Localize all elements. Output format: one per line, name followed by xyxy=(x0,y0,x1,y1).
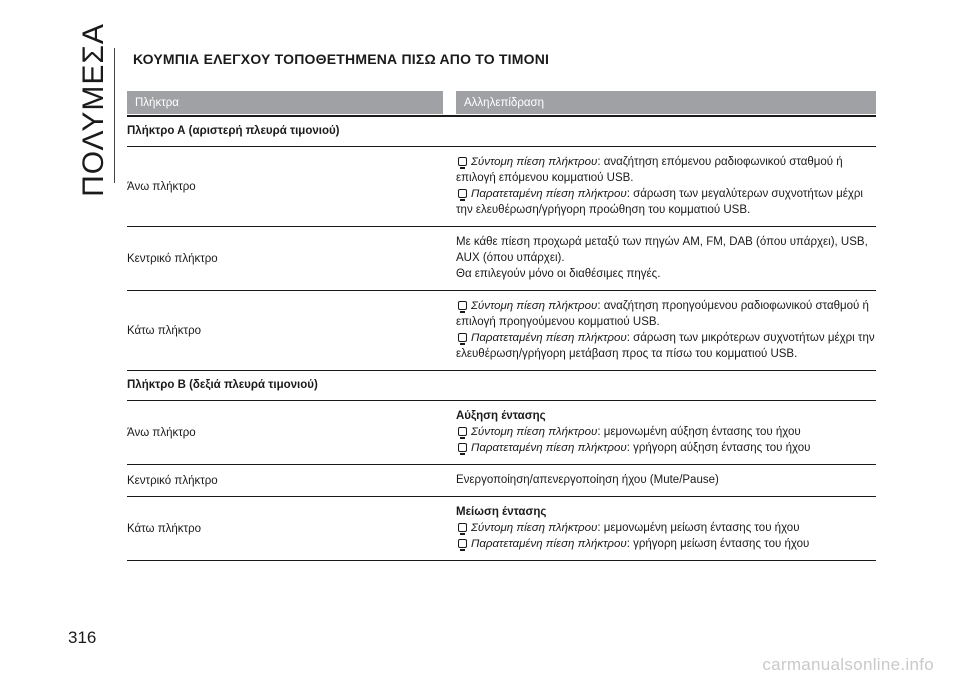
interaction-line xyxy=(456,520,876,536)
button-press-icon xyxy=(458,189,467,198)
interaction-cell xyxy=(456,147,876,226)
button-press-icon xyxy=(458,301,467,310)
interaction-text: Θα επιλεγούν μόνο οι διαθέσιμες πηγές. xyxy=(456,268,661,280)
interaction-text: Ενεργοποίηση/απενεργοποίηση ήχου (Mute/Pause) xyxy=(456,474,719,486)
controls-table xyxy=(127,91,876,561)
table-row xyxy=(127,147,876,227)
interaction-cell xyxy=(456,401,876,464)
interaction-cell xyxy=(456,227,876,290)
interaction-cell xyxy=(456,497,876,560)
button-press-icon xyxy=(458,523,467,532)
key-name: Κάτω πλήκτρο xyxy=(127,324,202,337)
key-name: Κάτω πλήκτρο xyxy=(127,522,202,535)
interaction-line xyxy=(456,186,876,218)
press-type-label: Παρατεταμένη πίεση πλήκτρου xyxy=(471,188,627,200)
interaction-text: Με κάθε πίεση προχωρά μεταξύ των πηγών AM, FM, DAB (όπου υπάρχει), USB, AUX (όπου υπάρχει). xyxy=(456,236,868,264)
table-body xyxy=(127,117,876,561)
press-action-text: : αναζήτηση επόμενου ραδιοφωνικού σταθμού ή επιλογή επόμενου κομματιού USB. xyxy=(456,156,843,184)
press-type-label: Σύντομη πίεση πλήκτρου xyxy=(471,156,598,168)
interaction-line xyxy=(456,154,876,186)
interaction-line xyxy=(456,536,876,552)
table-row xyxy=(127,497,876,561)
page-heading: ΚΟΥΜΠΙΑ ΕΛΕΓΧΟΥ ΤΟΠΟΘΕΤΗΜΕΝΑ ΠΙΣΩ ΑΠΟ ΤΟ ΤΙΜΟΝΙ xyxy=(133,51,550,67)
key-name: Άνω πλήκτρο xyxy=(127,426,196,439)
interaction-lead: Αύξηση έντασης xyxy=(456,410,546,422)
press-action-text: : σάρωση των μικρότερων συχνοτήτων μέχρι την ελευθέρωση/γρήγορη μετάβαση προς τα πίσω του κομματιού USB. xyxy=(456,332,875,360)
press-type-label: Παρατεταμένη πίεση πλήκτρου xyxy=(471,332,627,344)
press-action-text: : μεμονωμένη αύξηση έντασης του ήχου xyxy=(597,426,801,438)
press-type-label: Παρατεταμένη πίεση πλήκτρου xyxy=(471,442,627,454)
button-press-icon xyxy=(458,539,467,548)
page-number: 316 xyxy=(68,628,97,647)
button-press-icon xyxy=(458,333,467,342)
table-header xyxy=(127,91,876,114)
interaction-line xyxy=(456,330,876,362)
table-row xyxy=(127,465,876,497)
press-action-text: : μεμονωμένη μείωση έντασης του ήχου xyxy=(597,522,800,534)
interaction-lead: Μείωση έντασης xyxy=(456,506,547,518)
column-header-interaction: Αλληλεπίδραση xyxy=(456,91,876,114)
column-header-keys: Πλήκτρα xyxy=(127,91,443,114)
site-watermark: carmanualsonline.info xyxy=(762,655,934,674)
press-type-label: Παρατεταμένη πίεση πλήκτρου xyxy=(471,538,627,550)
press-action-text: : γρήγορη αύξηση έντασης του ήχου xyxy=(626,442,811,454)
button-press-icon xyxy=(458,443,467,452)
press-type-label: Σύντομη πίεση πλήκτρου xyxy=(471,300,598,312)
press-type-label: Σύντομη πίεση πλήκτρου xyxy=(471,426,598,438)
section-side-title-text: ΠΟΛΥΜΕΣΑ xyxy=(77,23,110,197)
group-title: Πλήκτρο Α (αριστερή πλευρά τιμονιού) xyxy=(127,117,876,147)
section-side-title xyxy=(74,23,114,197)
table-row xyxy=(127,227,876,291)
interaction-line xyxy=(456,440,876,456)
button-press-icon xyxy=(458,157,467,166)
interaction-cell xyxy=(456,291,876,370)
button-press-icon xyxy=(458,427,467,436)
table-row xyxy=(127,291,876,371)
side-divider xyxy=(114,48,115,183)
group-title: Πλήκτρο B (δεξιά πλευρά τιμονιού) xyxy=(127,371,876,401)
key-name: Άνω πλήκτρο xyxy=(127,180,196,193)
press-action-text: : σάρωση των μεγαλύτερων συχνοτήτων μέχρι την ελευθέρωση/γρήγορη προώθηση του κομματιού USB. xyxy=(456,188,863,216)
table-row xyxy=(127,401,876,465)
press-action-text: : γρήγορη μείωση έντασης του ήχου xyxy=(626,538,810,550)
interaction-line xyxy=(456,424,876,440)
interaction-line xyxy=(456,298,876,330)
press-type-label: Σύντομη πίεση πλήκτρου xyxy=(471,522,598,534)
interaction-cell xyxy=(456,465,876,496)
key-name: Κεντρικό πλήκτρο xyxy=(127,474,218,487)
press-action-text: : αναζήτηση προηγούμενου ραδιοφωνικού σταθμού ή επιλογή προηγούμενου κομματιού USB. xyxy=(456,300,869,328)
key-name: Κεντρικό πλήκτρο xyxy=(127,252,218,265)
